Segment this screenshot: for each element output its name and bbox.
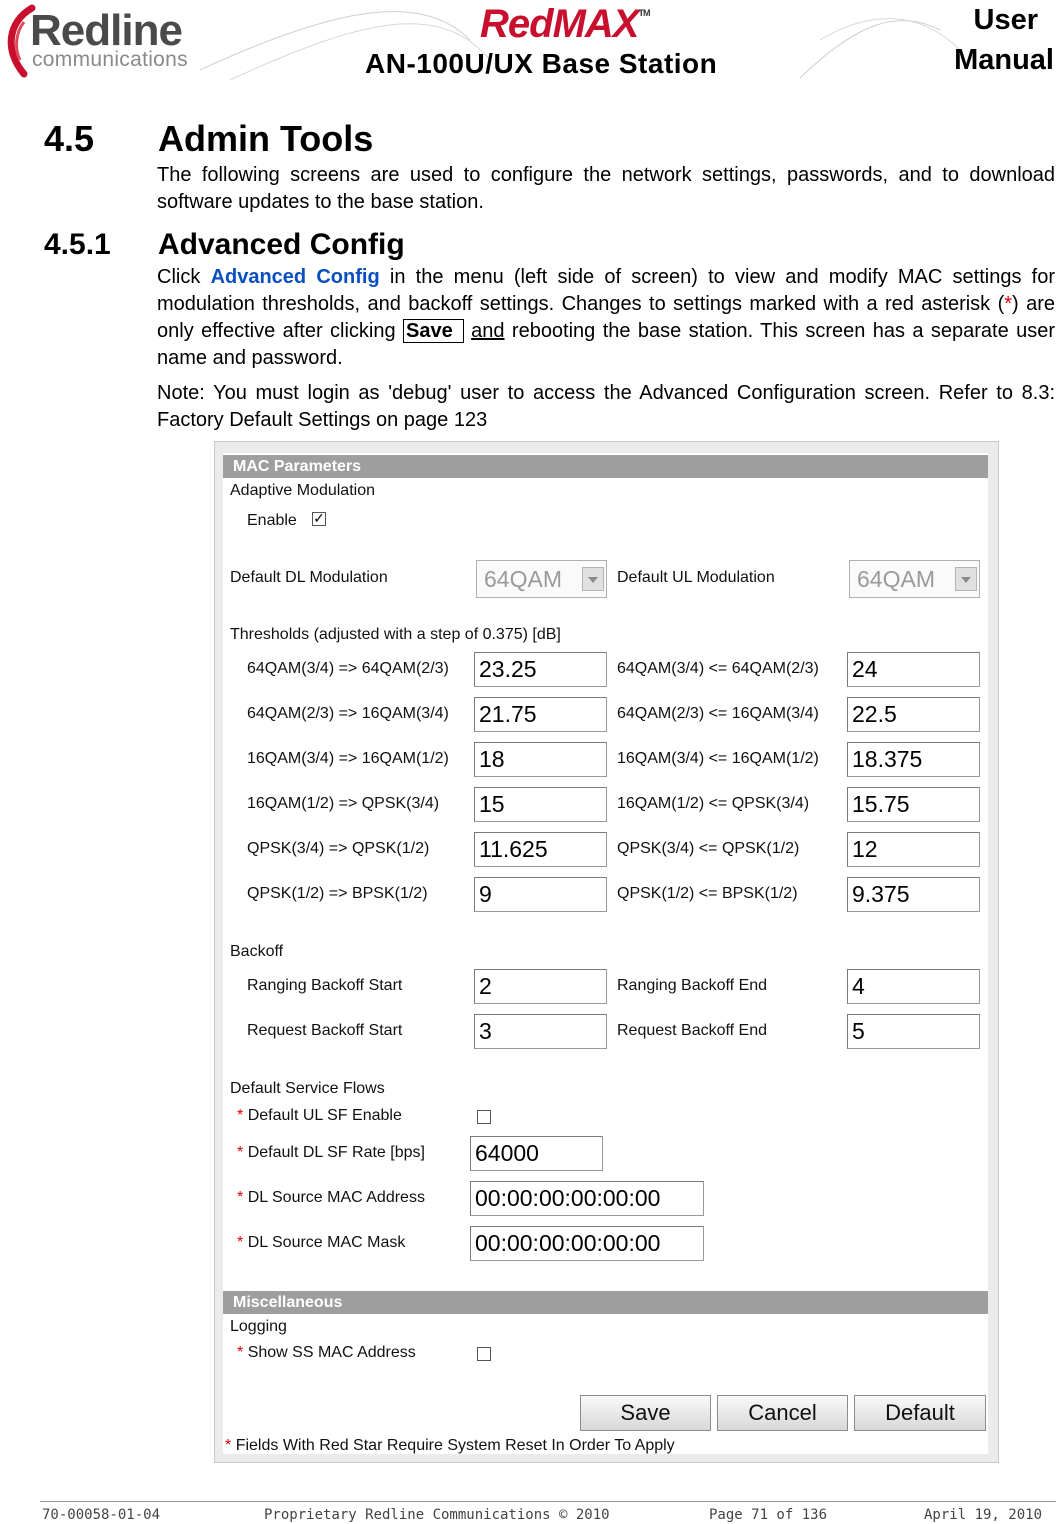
red-star-footnote bbox=[225, 1437, 675, 1455]
default-dl-modulation-select[interactable] bbox=[476, 560, 607, 598]
brand-tm: TM bbox=[638, 8, 650, 18]
default-button[interactable]: Default bbox=[854, 1395, 986, 1431]
advanced-config-paragraph bbox=[157, 264, 1055, 372]
section-number: 4.5 bbox=[44, 118, 95, 159]
ranging-backoff-end-input[interactable]: 4 bbox=[847, 969, 980, 1004]
threshold-label: 64QAM(2/3) <= 16QAM(3/4) bbox=[617, 705, 819, 722]
product-name: AN-100U/UX Base Station bbox=[365, 48, 718, 79]
required-star: * bbox=[237, 1234, 244, 1251]
ranging-backoff-start-label: Ranging Backoff Start bbox=[247, 977, 403, 994]
logo-subtext: communications bbox=[32, 48, 188, 71]
required-star: * bbox=[225, 1437, 232, 1454]
footer-page: Page 71 of 136 bbox=[709, 1507, 828, 1523]
threshold-label: 16QAM(1/2) => QPSK(3/4) bbox=[247, 795, 440, 812]
section-title: Admin Tools bbox=[158, 118, 374, 159]
mac-parameters-header: MAC Parameters bbox=[223, 455, 988, 478]
dl-source-mac-text: DL Source MAC Address bbox=[247, 1189, 425, 1206]
default-dl-modulation-label: Default DL Modulation bbox=[230, 569, 388, 586]
advanced-config-screenshot bbox=[214, 441, 999, 1463]
section-heading bbox=[44, 118, 373, 160]
save-button[interactable]: Save bbox=[580, 1395, 711, 1431]
threshold-input[interactable]: 22.5 bbox=[847, 697, 980, 732]
footer-doc-id: 70-00058-01-04 bbox=[42, 1507, 161, 1523]
subsection-title: Advanced Config bbox=[158, 228, 405, 261]
ranging-backoff-start-input[interactable]: 2 bbox=[474, 969, 607, 1004]
para-click: Click bbox=[157, 266, 201, 288]
dl-source-mac-address-label bbox=[237, 1189, 425, 1207]
para-and: and bbox=[471, 320, 505, 342]
threshold-input[interactable]: 18.375 bbox=[847, 742, 980, 777]
logging-label: Logging bbox=[230, 1318, 287, 1335]
required-star: * bbox=[237, 1144, 244, 1161]
brand-red: Red bbox=[480, 2, 553, 46]
advanced-config-link[interactable]: Advanced Config bbox=[210, 266, 380, 288]
threshold-label: 16QAM(3/4) => 16QAM(1/2) bbox=[247, 750, 449, 767]
default-service-flows-label: Default Service Flows bbox=[230, 1080, 385, 1097]
red-asterisk: * bbox=[1004, 293, 1013, 315]
show-ss-mac-text: Show SS MAC Address bbox=[247, 1344, 416, 1361]
dl-modulation-value: 64QAM bbox=[484, 566, 562, 592]
adaptive-modulation-label: Adaptive Modulation bbox=[230, 482, 375, 499]
required-star: * bbox=[237, 1107, 244, 1124]
save-keyword-box: Save bbox=[403, 319, 464, 343]
threshold-input[interactable]: 9.375 bbox=[847, 877, 980, 912]
threshold-input[interactable]: 24 bbox=[847, 652, 980, 687]
redmax-brand bbox=[480, 2, 649, 47]
page-header bbox=[0, 0, 1060, 88]
threshold-label: QPSK(3/4) => QPSK(1/2) bbox=[247, 840, 430, 857]
thresholds-label: Thresholds (adjusted with a step of 0.375) [dB] bbox=[230, 626, 561, 643]
default-dl-sf-rate-input[interactable]: 64000 bbox=[470, 1136, 603, 1171]
dl-source-mac-mask-label bbox=[237, 1234, 405, 1252]
footer-rule bbox=[40, 1501, 1056, 1502]
subsection-heading bbox=[44, 228, 405, 262]
show-ss-mac-address-checkbox[interactable] bbox=[477, 1347, 491, 1361]
ranging-backoff-end-label: Ranging Backoff End bbox=[617, 977, 768, 994]
threshold-label: QPSK(1/2) <= BPSK(1/2) bbox=[617, 885, 798, 902]
threshold-input[interactable]: 11.625 bbox=[474, 832, 607, 867]
request-backoff-end-label: Request Backoff End bbox=[617, 1022, 768, 1039]
threshold-label: 64QAM(3/4) <= 64QAM(2/3) bbox=[617, 660, 819, 677]
redline-logo bbox=[2, 4, 202, 78]
threshold-label: QPSK(3/4) <= QPSK(1/2) bbox=[617, 840, 800, 857]
required-star: * bbox=[237, 1189, 244, 1206]
footnote-text: Fields With Red Star Require System Reset In Order To Apply bbox=[235, 1437, 675, 1454]
note-paragraph: Note: You must login as 'debug' user to access the Advanced Configuration screen. Refer to 8.3: Factory Default Settings on page 123 bbox=[157, 382, 1055, 431]
dl-source-mac-address-input[interactable]: 00:00:00:00:00:00 bbox=[470, 1181, 704, 1216]
footer-copyright: Proprietary Redline Communications © 2010 bbox=[264, 1507, 610, 1523]
chevron-down-icon bbox=[582, 567, 604, 591]
dl-source-mac-mask-input[interactable]: 00:00:00:00:00:00 bbox=[470, 1226, 704, 1261]
request-backoff-start-label: Request Backoff Start bbox=[247, 1022, 403, 1039]
para-text-3: rebooting the base station. This screen has a separate user name and password. bbox=[157, 320, 1056, 369]
dl-sf-rate-text: Default DL SF Rate [bps] bbox=[247, 1144, 425, 1161]
threshold-input[interactable]: 15 bbox=[474, 787, 607, 822]
request-backoff-end-input[interactable]: 5 bbox=[847, 1014, 980, 1049]
threshold-input[interactable]: 12 bbox=[847, 832, 980, 867]
ul-modulation-value: 64QAM bbox=[857, 566, 935, 592]
section-intro: The following screens are used to configure the network settings, passwords, and to download software updates to the base station. bbox=[157, 164, 1055, 213]
logo-text: Redline bbox=[30, 6, 182, 55]
cancel-button[interactable]: Cancel bbox=[717, 1395, 848, 1431]
footer-date: April 19, 2010 bbox=[924, 1507, 1043, 1523]
threshold-input[interactable]: 9 bbox=[474, 877, 607, 912]
threshold-label: 16QAM(1/2) <= QPSK(3/4) bbox=[617, 795, 810, 812]
doc-type-manual: Manual bbox=[954, 44, 1054, 76]
dl-source-mask-text: DL Source MAC Mask bbox=[247, 1234, 406, 1251]
default-ul-modulation-select[interactable] bbox=[849, 560, 980, 598]
miscellaneous-header: Miscellaneous bbox=[223, 1291, 988, 1314]
threshold-label: 64QAM(3/4) => 64QAM(2/3) bbox=[247, 660, 449, 677]
threshold-label: QPSK(1/2) => BPSK(1/2) bbox=[247, 885, 428, 902]
request-backoff-start-input[interactable]: 3 bbox=[474, 1014, 607, 1049]
default-ul-sf-enable-checkbox[interactable] bbox=[477, 1110, 491, 1124]
default-dl-sf-rate-label bbox=[237, 1144, 425, 1162]
para-text-1: in the menu (left side of screen) to view and modify MAC settings for modulation thresholds, and backoff settings. Changes to settings marked with a red asterisk ( bbox=[157, 266, 1056, 315]
threshold-input[interactable]: 18 bbox=[474, 742, 607, 777]
required-star: * bbox=[237, 1344, 244, 1361]
subsection-number: 4.5.1 bbox=[44, 228, 111, 261]
threshold-label: 16QAM(3/4) <= 16QAM(1/2) bbox=[617, 750, 819, 767]
backoff-label: Backoff bbox=[230, 943, 284, 960]
ul-sf-enable-text: Default UL SF Enable bbox=[247, 1107, 402, 1124]
threshold-label: 64QAM(2/3) => 16QAM(3/4) bbox=[247, 705, 449, 722]
show-ss-mac-address-label bbox=[237, 1344, 416, 1362]
brand-max: MAX bbox=[552, 2, 639, 46]
para-text-2: ) are only effective after clicking bbox=[157, 293, 1056, 342]
threshold-input[interactable]: 15.75 bbox=[847, 787, 980, 822]
threshold-input[interactable]: 21.75 bbox=[474, 697, 607, 732]
enable-label: Enable bbox=[247, 512, 297, 529]
default-ul-sf-enable-label bbox=[237, 1107, 402, 1125]
threshold-input[interactable]: 23.25 bbox=[474, 652, 607, 687]
doc-type-user: User bbox=[973, 4, 1038, 36]
chevron-down-icon bbox=[955, 567, 977, 591]
default-ul-modulation-label: Default UL Modulation bbox=[617, 569, 775, 586]
enable-checkbox[interactable]: ✓ bbox=[313, 510, 325, 526]
mac-parameters-form bbox=[223, 453, 988, 1454]
